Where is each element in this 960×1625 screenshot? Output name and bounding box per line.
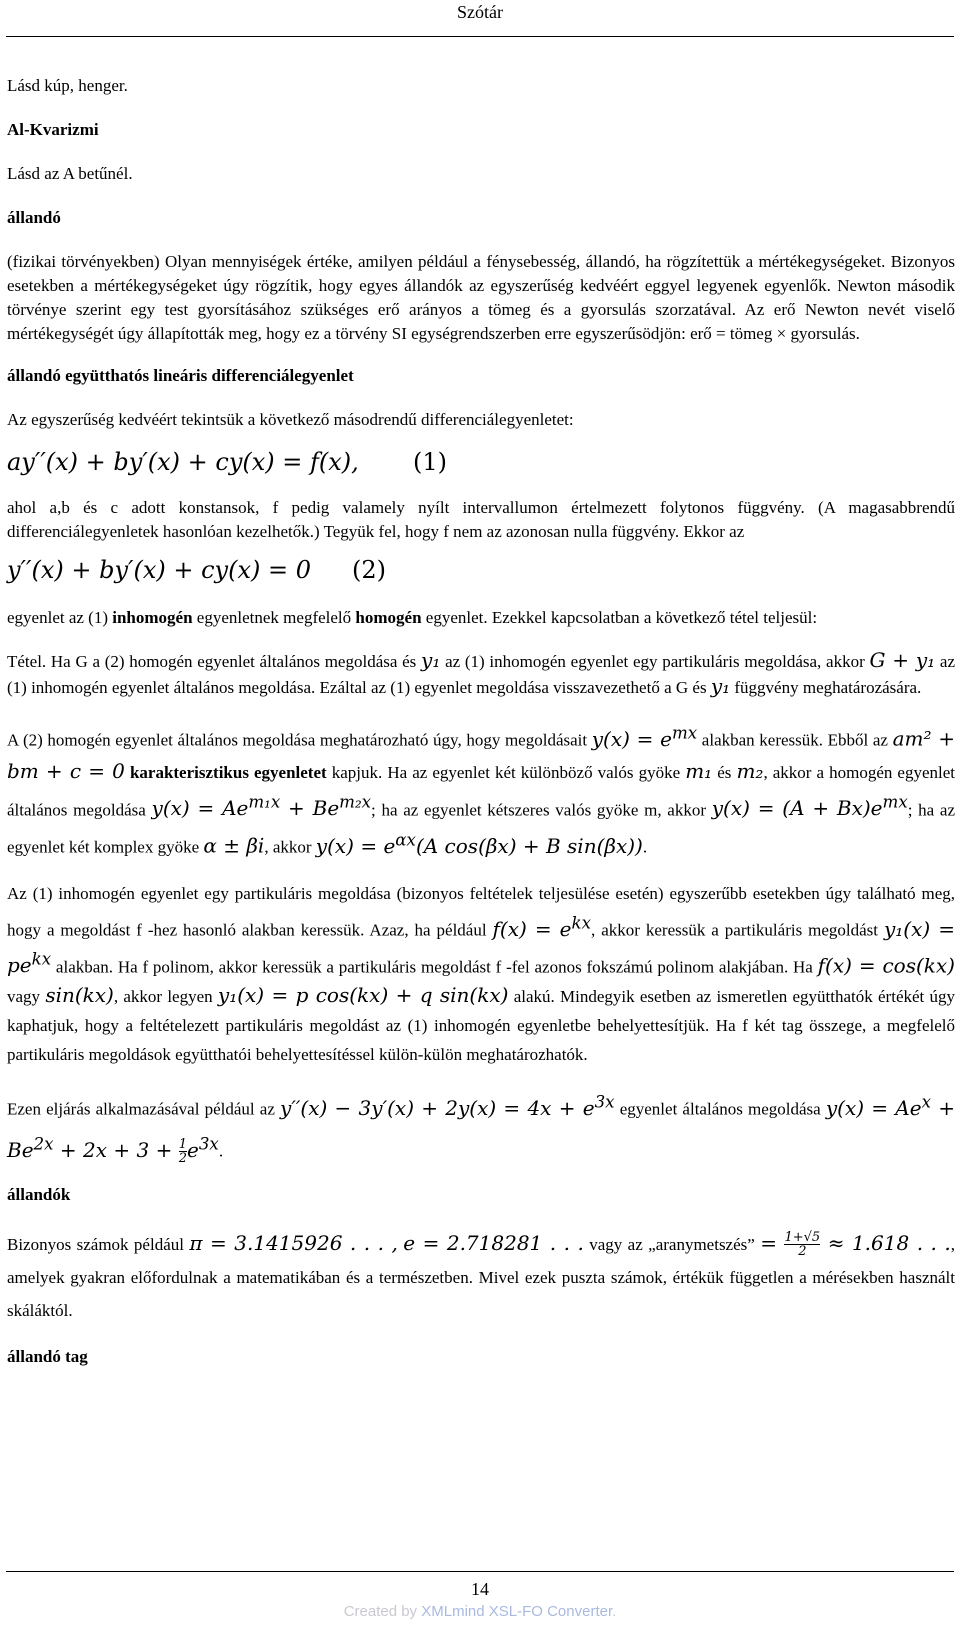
paragraph-text: . bbox=[642, 837, 648, 857]
entry-text: Lásd az A betűnél. bbox=[7, 164, 133, 183]
entry-paragraph bbox=[7, 1227, 955, 1327]
paragraph-text: alakban keressük. Ebből az bbox=[697, 730, 893, 750]
document-body bbox=[7, 74, 955, 1369]
math-inline: y₁ bbox=[421, 648, 441, 672]
paragraph-text: függvény meghatározására. bbox=[730, 678, 922, 697]
entry-heading: állandók bbox=[7, 1184, 71, 1204]
equation-1 bbox=[7, 448, 955, 482]
math-inline: $y_1(x) = pe^{kx}$ bbox=[7, 916, 955, 978]
paragraph-text: egyenlet általános megoldása bbox=[614, 1099, 826, 1119]
entry-paragraph bbox=[7, 879, 955, 1069]
math-inline: m₁ bbox=[685, 758, 713, 783]
paragraph-text: (fizikai törvényekben) Olyan mennyiségek értéke, amilyen például a fénysebesség, állandó, ha rögzítettük a mértékegységeket. Bizonyos esetekben a mértékegységeket úgy rögzítik, hogy egyes állandók az egyszerűség kedvéért eggyel legyenek egyenlők. Newton második törvénye szerint egy test gyorsításához szükséges erő arányos a tömeg és a gyorsulás szorzatával. Az erő Newton nevét viselő mértékegységét úgy állapították meg, hogy ez a törvény SI egységrendszerben erre egyszerűsödjön: erő = tömeg bbox=[7, 252, 955, 343]
paragraph-text: , akkor a homogén egyenlet általános megoldása bbox=[7, 762, 956, 820]
math-inline: y₁ bbox=[710, 674, 731, 698]
paragraph-text: . bbox=[218, 1141, 224, 1161]
paragraph-text: az (1) inhomogén egyenlet egy partikuláris megoldása, akkor bbox=[440, 652, 870, 671]
paragraph-text: kapjuk. Ha az egyenlet két különböző valós gyöke bbox=[326, 762, 686, 782]
converter-watermark: Created by XMLmind XSL-FO Converter. bbox=[343, 1603, 617, 1620]
math-inline: f(x) = cos(kx) bbox=[817, 953, 955, 978]
paragraph-text: , amelyek gyakran előfordulnak a matematikában és a természetben. Mivel ezek puszta számok, értékük független a mérésekben használt skáláktól. bbox=[7, 1234, 956, 1320]
math-inline: m₂ bbox=[736, 758, 764, 783]
paragraph-text: vagy az „aranymetszés” bbox=[583, 1234, 755, 1254]
paragraph-text: gyorsulás. bbox=[790, 324, 860, 343]
paragraph-text: vagy bbox=[7, 987, 46, 1007]
bold-term: inhomogén bbox=[112, 608, 193, 627]
entry-paragraph: ahol a,b és c adott konstansok, f pedig valamely nyílt intervallumon értelmezett folytonos függvény. (A magasabbrendű differenciálegyenletek hasonlóan kezelhetők.) Tegyük fel, hogy f nem az azonosan nulla függvény. Ekkor az bbox=[7, 498, 955, 541]
fraction: $\frac{1}{2}$ bbox=[178, 1136, 187, 1166]
header-divider bbox=[6, 36, 954, 37]
entry-paragraph bbox=[7, 250, 955, 346]
equation-number: (2) bbox=[352, 556, 386, 584]
math-inline: α ± βi bbox=[203, 833, 265, 858]
math-inline: y₁(x) = p cos(kx) + q sin(kx) bbox=[217, 983, 509, 1008]
footer-divider bbox=[6, 1571, 954, 1572]
equation-text: ay′′(x) + by′(x) + cy(x) = f(x), bbox=[7, 448, 359, 476]
paragraph-text: az (1) inhomogén egyenlet általános megoldása. Ezáltal az (1) egyenlet megoldása visszavezethető a G és bbox=[7, 652, 956, 697]
entry-text: Lásd kúp, henger. bbox=[7, 76, 128, 95]
bold-term: karakterisztikus egyenletet bbox=[129, 762, 327, 782]
paragraph-text: ; ha az egyenlet kétszeres valós gyöke m, akkor bbox=[371, 800, 712, 820]
paragraph-text: egyenletnek megfelelő bbox=[192, 608, 356, 627]
math-inline: $y(x) = Ae^{m_1x} + Be^{m_2x}$ bbox=[151, 792, 372, 821]
header-title: Szótár bbox=[457, 2, 503, 22]
entry-heading: állandó bbox=[7, 208, 61, 227]
paragraph-text: , akkor legyen bbox=[113, 987, 218, 1007]
math-inline: = $\frac{1+√5}{2}$ ≈ 1.618 . . . bbox=[760, 1229, 951, 1259]
paragraph-text: Ezen eljárás alkalmazásával például az bbox=[7, 1099, 281, 1119]
paragraph-text: egyenlet. Ezekkel kapcsolatban a következő tétel teljesül: bbox=[421, 608, 818, 627]
page-header bbox=[0, 0, 960, 24]
entry-paragraph bbox=[7, 606, 955, 630]
math-inline: sin(kx) bbox=[45, 983, 114, 1008]
paragraph-text: és bbox=[712, 762, 737, 782]
bold-term: homogén bbox=[355, 608, 422, 627]
paragraph-text: alakú. Mindegyik esetben az ismeretlen együtthatók értékét úgy kaphatjuk, hogy a feltételezett partikuláris megoldást az (1) inhomogén egyenletbe behelyettesítjük. Ha f két tag összege, a megfelelő partikuláris megoldások együtthatói behelyettesítéssel külön-külön meghatározhatók. bbox=[7, 987, 956, 1065]
theorem-paragraph bbox=[7, 648, 955, 700]
page-number: 14 bbox=[471, 1579, 489, 1599]
times-sign: × bbox=[776, 324, 787, 343]
math-inline: $y(x) = Ae^x + Be^{2x} + 2x + 3$ + $\frac{1}{2}$ $e^{3x}$ bbox=[7, 1092, 956, 1166]
paragraph-text: Tétel. Ha G a (2) homogén egyenlet általános megoldása és bbox=[7, 652, 422, 671]
entry-heading: állandó tag bbox=[7, 1346, 88, 1366]
math-inline: π = 3.1415926 . . . , bbox=[189, 1230, 398, 1255]
entry-heading: állandó együtthatós lineáris differenciálegyenlet bbox=[7, 366, 354, 385]
equation-text: y′′(x) + by′(x) + cy(x) = 0 bbox=[7, 556, 311, 584]
fraction: $\frac{1+√5}{2}$ bbox=[784, 1229, 821, 1259]
paragraph-text: ; ha az egyenlet két komplex gyöke bbox=[7, 800, 955, 857]
math-inline: G + y₁ bbox=[869, 648, 936, 672]
paragraph-text: , akkor keressük a partikuláris megoldást bbox=[591, 920, 884, 940]
paragraph-text: A (2) homogén egyenlet általános megoldása meghatározható úgy, hogy megoldásait bbox=[7, 730, 592, 750]
paragraph-text: egyenlet az (1) bbox=[7, 608, 113, 627]
math-inline: $y(x) = e^{mx}$ bbox=[591, 723, 698, 751]
equation-2 bbox=[7, 558, 955, 592]
math-inline: $f(x) = e^{kx}$ bbox=[492, 912, 592, 941]
math-inline: am² + bm + c = 0 bbox=[7, 726, 956, 783]
math-inline: $y(x) = (A + Bx)e^{mx}$ bbox=[711, 792, 908, 821]
paragraph-text: Bizonyos számok például bbox=[7, 1234, 190, 1254]
paragraph-text: alakban. Ha f polinom, akkor keressük a partikuláris megoldást f -fel azonos fokszámú polinom alakjában. Ha bbox=[51, 957, 818, 977]
paragraph-text: Az (1) inhomogén egyenlet egy partikuláris megoldása (bizonyos feltételek teljesülése esetén) egyszerűbb esetekben úgy található meg, hogy a megoldást f -hez hasonló alakban keressük. Azaz, ha például bbox=[7, 883, 955, 940]
math-inline: $y(x) = e^{\alpha x}(A$ cos(βx) + B sin(βx)) bbox=[315, 830, 643, 858]
math-inline: e = 2.718281 . . . bbox=[403, 1230, 584, 1255]
entry-paragraph bbox=[7, 1085, 955, 1168]
equation-number: (1) bbox=[413, 448, 447, 476]
entry-heading: Al-Kvarizmi bbox=[7, 120, 99, 139]
entry-text: Az egyszerűség kedvéért tekintsük a következő másodrendű differenciálegyenletet: bbox=[7, 410, 574, 429]
entry-paragraph bbox=[7, 718, 955, 863]
math-inline: $y''(x) - 3y'(x) + 2y(x) = 4x + e^{3x}$ bbox=[280, 1092, 615, 1120]
paragraph-text: , akkor bbox=[264, 837, 316, 857]
